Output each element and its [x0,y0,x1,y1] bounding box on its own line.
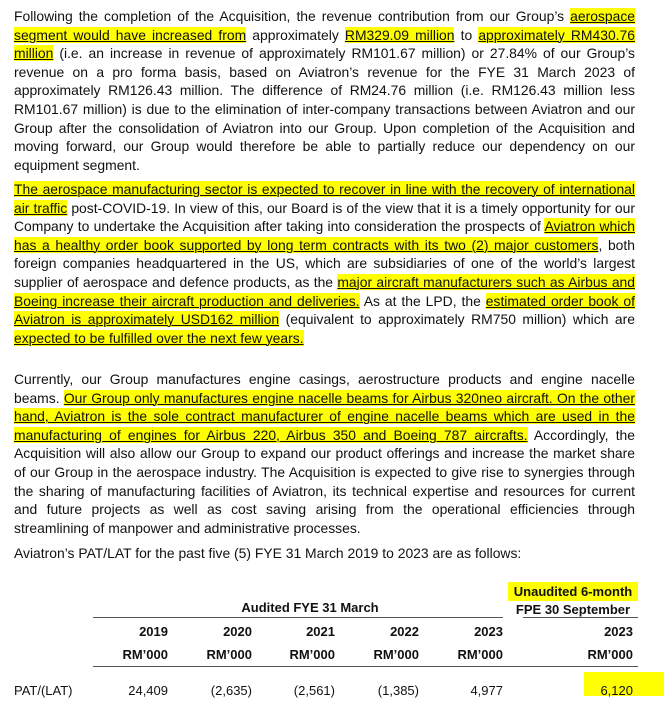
text-segment: Following the completion of the Acquisition, the revenue contribution from our Group’s [14,8,571,24]
year-header: 2022 [390,624,419,639]
text-segment: to [454,26,479,43]
unaudited-header-rule [523,617,638,618]
highlighted-text: aerospace segment would have increased from [14,8,635,43]
year-header: 2023 [474,624,503,639]
audited-header-rule [93,617,503,618]
table-intro-text: Aviatron’s PAT/LAT for the past five (5) FYE 31 March 2019 to 2023 are as follows: [14,545,522,561]
highlighted-text: Our Group only manufactures engine nacelle beams for Airbus 320neo aircraft. On the other hand, Aviatron is the sole contract manufacturer of engine nacelle beams which are used in the manufacturing of engines for Airbus 220, Airbus 350 and Boeing 787 aircrafts. [14,389,635,443]
unit-header-rule [93,666,638,667]
table-cell: 24,409 [128,683,168,698]
highlighted-text: The aerospace manufacturing sector is expected to recover in line with the recovery of international air traffic [14,181,635,216]
year-header: 2020 [223,624,252,639]
highlighted-text: major aircraft manufacturers such as Airbus and Boeing increase their aircraft production and deliveries. [14,273,635,309]
text-segment: , both foreign companies headquartered in the US, which are subsidiaries of one of the world’s largest supplier of aerospace and defence products, as the [14,236,635,290]
table-cell: (2,561) [293,683,335,698]
table-cell: (2,635) [210,683,252,698]
unit-header: RM’000 [587,647,633,662]
table-cell: (1,385) [377,683,419,698]
audited-header: Audited FYE 31 March [241,600,379,615]
text-segment: (i.e. an increase in revenue of approximately RM101.67 million) or 27.84% of our Group’s revenue on a pro forma basis, based on Aviatron’s revenue for the FYE 31 March 2023 of approximately RM126.43 million. The difference of RM24.76 million (i.e. RM126.43 million less RM101.67 million) is due to the elimination of inter-company transactions between Aviatron and our Group after the consolidation of Aviatron into our Group. Upon completion of the Acquisition and moving forward, our Group would therefore be able to partially reduce our dependency on our equipment segment. [14,45,635,173]
unit-header: RM’000 [289,647,335,662]
highlighted-text: expected to be fulfilled over the next few years. [14,329,304,346]
unaudited-header-line2: FPE 30 September [515,602,631,617]
highlighted-text: approximately RM430.76 million [14,26,635,62]
unit-header: RM’000 [373,647,419,662]
highlighted-text: Aviatron which has a healthy order book supported by long term contracts with its two (2) major customers [14,218,635,253]
unit-header: RM’000 [457,647,503,662]
text-segment: (equivalent to approximately RM750 million) which are [279,311,636,328]
unit-header: RM’000 [206,647,252,662]
unit-header: RM’000 [122,647,168,662]
highlighted-text: estimated order book of Aviatron is approximately USD162 million [14,292,635,328]
year-header: 2021 [306,624,335,639]
highlighted-text: RM329.09 million [344,26,455,43]
table-cell: 4,977 [470,683,503,698]
year-header: 2019 [139,624,168,639]
unaudited-header-line1: Unaudited 6-month [513,584,633,599]
text-segment: Currently, our Group manufactures engine casings, aerostructure products and engine nacelle beams. [14,371,635,406]
text-segment: post-COVID-19. In view of this, our Board is of the view that it is a timely opportunity for our Company to undertake the Acquisition after taking into consideration the prospects of [14,199,635,235]
row-label: PAT/(LAT) [14,683,73,698]
text-segment: Accordingly, the Acquisition will also allow our Group to expand our product offerings and increase the market share of our Group in the aerospace industry. The Acquisition is expected to give rise to synergies through the sharing of manufacturing facilities of Aviatron, its technical expertise and resources for current and future projects as well as cost saving arising from the operational efficiencies through streamlining of manpower and administrative processes. [14,426,636,536]
table-cell: 6,120 [600,683,633,698]
year-header: 2023 [604,624,633,639]
text-segment: approximately [246,26,345,43]
text-segment: As at the LPD, the [359,292,486,309]
